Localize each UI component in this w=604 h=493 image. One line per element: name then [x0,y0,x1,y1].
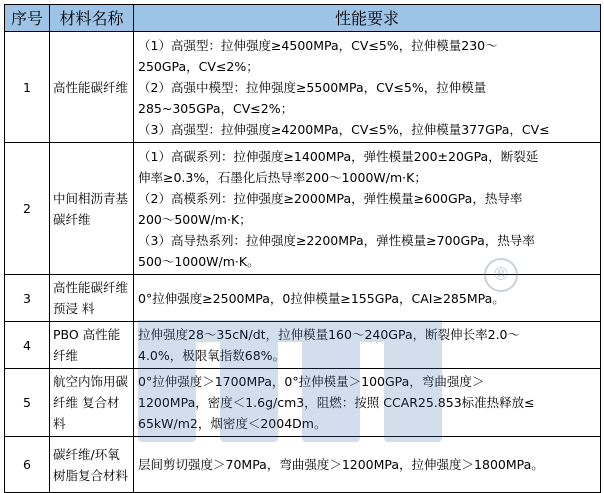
requirement-line: 4.0%，极限氧指数68%。 [138,348,286,363]
performance-requirements [134,369,601,437]
material-name: 碳纤维/环氧树脂复合材料 [50,437,134,493]
requirement-line: （1）高碳系列：拉伸强度≥1400MPa，弹性模量200±20GPa，断裂延 [138,149,539,164]
table-row [5,322,601,369]
row-number: 1 [5,32,50,143]
requirement-line: 0°拉伸强度≥2500MPa，0拉伸模量≥155GPa，CAI≥285MPa。 [138,290,505,306]
table-row [5,437,601,493]
row-number: 5 [5,369,50,437]
registered-mark-icon: ® [484,258,518,292]
requirement-line: （3）高导热系列：拉伸强度≥2200MPa，弹性模量≥700GPa，热导率 [138,233,535,248]
header-performance-requirements: 性能要求 [134,5,601,32]
performance-requirements [134,32,601,143]
requirement-line: （3）高强型：拉伸强度≥4200MPa，CV≤5%，拉伸模量377GPa，CV≤ [138,122,550,137]
requirement-line: 拉伸强度28～35cN/dt，拉伸模量160～240GPa，断裂伸长率2.0～ [138,327,521,342]
requirement-line: 285~305GPa，CV≤2%； [138,101,294,116]
requirement-line: 伸率≥0.3%，石墨化后热导率200～1000W/m·K； [138,170,427,185]
requirement-line: 65kW/m2，烟密度＜2004Dm。 [138,416,327,431]
performance-requirements [134,275,601,322]
requirement-line: 1200MPa，密度＜1.6g/cm3，阻燃：按照 CCAR25.853标准热释放≤ [138,395,535,410]
performance-requirements [134,322,601,369]
material-name: 航空内饰用碳纤维 复合材料 [50,369,134,437]
material-name: 中间相沥青基碳纤维 [50,143,134,275]
header-material-name: 材料名称 [50,5,134,32]
material-name: 高性能碳纤维 [50,32,134,143]
requirement-line: （2）高强中模型：拉伸强度≥5500MPa，CV≤5%，拉伸模量 [138,80,487,95]
row-number: 6 [5,437,50,493]
requirement-line: 500～1000W/m·K。 [138,254,260,269]
performance-requirements [134,437,601,493]
row-number: 4 [5,322,50,369]
row-number: 3 [5,275,50,322]
requirement-line: （2）高模系列：拉伸强度≥2000MPa，弹性模量≥600GPa，热导率 [138,191,523,206]
row-number: 2 [5,143,50,275]
requirement-line: 层间剪切强度＞70MPa，弯曲强度＞1200MPa，拉伸强度＞1800MPa。 [138,457,544,472]
requirement-line: 200～500W/m·K； [138,212,252,227]
table-row [5,143,601,275]
requirement-line: （1）高强型：拉伸强度≥4500MPa，CV≤5%，拉伸模量230～ [138,38,498,53]
requirement-line: 0°拉伸强度＞1700MPa，0°拉伸模量＞100GPa，弯曲强度＞ [138,374,485,389]
performance-requirements [134,143,601,275]
table-row [5,32,601,143]
material-name: 高性能碳纤维预浸 料 [50,275,134,322]
table-row [5,369,601,437]
material-name: PBO 高性能纤维 [50,322,134,369]
requirement-line: 250GPa，CV≤2%； [138,59,259,74]
table-header-row [5,5,601,32]
materials-table [4,4,601,493]
header-index: 序号 [5,5,50,32]
